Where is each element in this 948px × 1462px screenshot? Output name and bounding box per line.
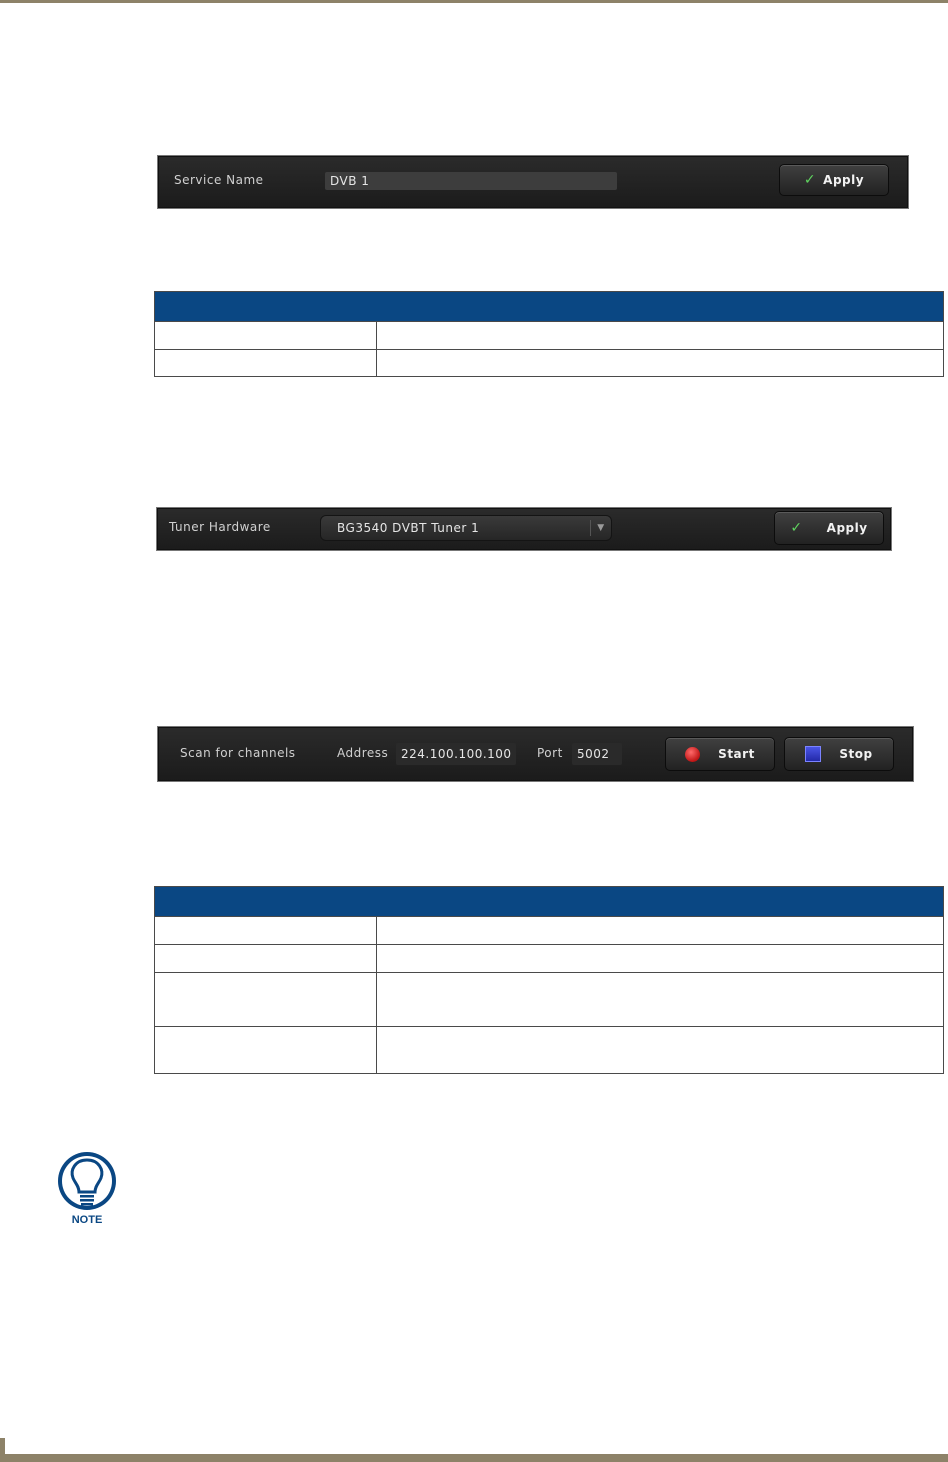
checkmark-icon: ✓ <box>790 520 803 536</box>
address-label: Address <box>337 746 389 760</box>
table-row <box>155 917 944 945</box>
top-page-rule <box>0 0 948 3</box>
scan-channels-table <box>154 886 944 1074</box>
table-row <box>155 350 944 377</box>
stop-button-label: Stop <box>839 747 873 761</box>
table-row <box>155 945 944 973</box>
port-label: Port <box>537 746 563 760</box>
table-row <box>155 973 944 1027</box>
start-button[interactable] <box>665 737 775 771</box>
port-input[interactable]: 5002 <box>572 743 622 765</box>
record-icon <box>685 747 700 762</box>
stop-icon <box>805 746 821 762</box>
table-header-row <box>155 292 944 322</box>
bottom-page-tab <box>0 1438 5 1454</box>
table-header-row <box>155 887 944 917</box>
note-lightbulb-icon <box>56 1150 118 1230</box>
scan-channels-panel <box>157 726 914 782</box>
apply-button-label: Apply <box>826 521 868 535</box>
chevron-down-icon: ▼ <box>590 520 611 536</box>
table-row <box>155 322 944 350</box>
service-name-label: Service Name <box>174 173 264 187</box>
tuner-hardware-label: Tuner Hardware <box>169 520 271 534</box>
start-button-label: Start <box>718 747 755 761</box>
scan-channels-label: Scan for channels <box>180 746 296 760</box>
service-name-input[interactable]: DVB 1 <box>325 172 617 190</box>
stop-button[interactable] <box>784 737 894 771</box>
service-name-table <box>154 291 944 377</box>
apply-button-label: Apply <box>823 173 865 187</box>
address-input[interactable]: 224.100.100.100 <box>396 743 516 765</box>
service-name-panel <box>157 155 909 209</box>
tuner-hardware-value: BG3540 DVBT Tuner 1 <box>337 521 480 535</box>
bottom-page-rule <box>0 1454 948 1462</box>
note-label: NOTE <box>71 1214 103 1226</box>
tuner-hardware-panel <box>156 507 892 551</box>
apply-button[interactable] <box>774 511 884 545</box>
checkmark-icon: ✓ <box>803 172 817 188</box>
apply-button[interactable] <box>779 164 889 196</box>
tuner-hardware-select[interactable] <box>320 515 612 541</box>
table-row <box>155 1027 944 1074</box>
